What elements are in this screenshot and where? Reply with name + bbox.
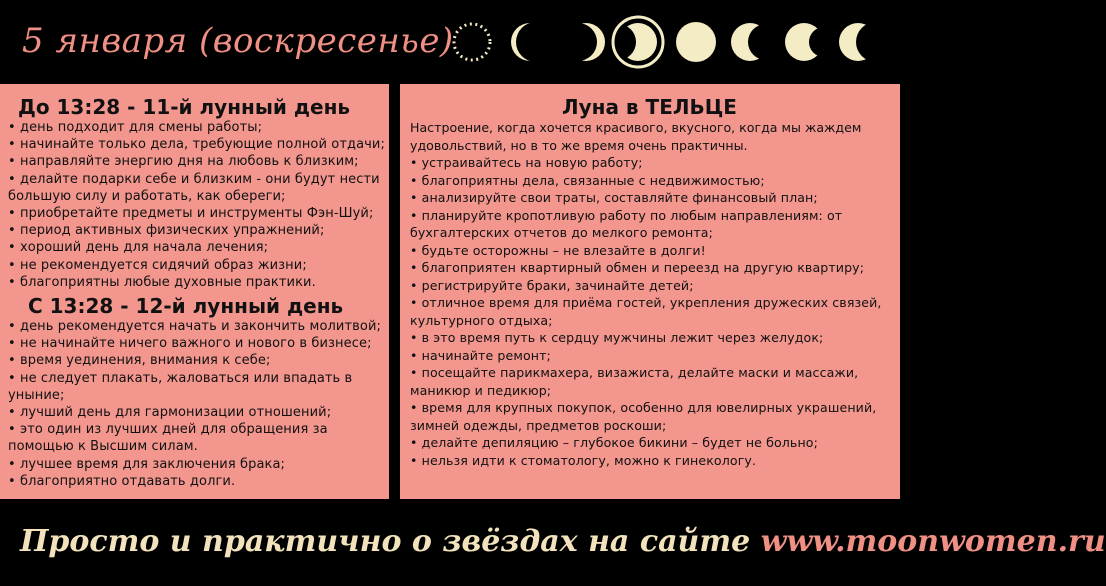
list-item: • не рекомендуется сидячий образ жизни; <box>8 257 307 273</box>
list-item: • хороший день для начала лечения; <box>8 240 269 256</box>
footer-banner <box>20 514 1106 570</box>
list-item: • благоприятно отдавать долги. <box>8 473 236 489</box>
list-item: • благоприятен квартирный обмен и переезд на другую квартиру; <box>410 260 865 275</box>
lunar-day-12-list <box>8 318 389 490</box>
list-item: • анализируйте свои траты, составляйте финансовый план; <box>410 190 818 205</box>
footer-site-link[interactable]: www.moonwomen.ru <box>760 524 1106 559</box>
waning-gibbous-icon <box>731 23 769 61</box>
list-item: • это один из лучших дней для обращения за помощью к Высшим силам. <box>8 422 328 455</box>
shadow-shape <box>809 27 839 57</box>
list-item: • лучший день для гармонизации отношений; <box>8 405 332 421</box>
waxing-crescent-icon <box>567 23 605 61</box>
list-item: • делайте подарки себе и близким - они будут нести большую силу и работать, как обереги; <box>8 171 380 204</box>
list-item: • посещайте парикмахера, визажиста, делайте маски и массажи, маникюр и педикюр; <box>410 365 859 398</box>
list-item: • лучшее время для заключения брака; <box>8 456 286 472</box>
list-item: • нельзя идти к стоматологу, можно к гинекологу. <box>410 452 757 468</box>
waxing-gibbous-icon <box>619 23 657 61</box>
lunar-day-12-heading: С 13:28 - 12-й лунный день <box>28 294 344 319</box>
list-item: • начинайте ремонт; <box>410 347 551 363</box>
moon-sign-heading: Луна в ТЕЛЬЦЕ <box>562 95 737 119</box>
list-item: • не следует плакать, жаловаться или впадать в уныние; <box>8 370 353 403</box>
list-item: • время для крупных покупок, особенно для ювелирных украшений, зимней одежды, предметов роскоши; <box>410 400 877 433</box>
list-item: • день рекомендуется начать и закончить молитвой; <box>8 319 381 335</box>
moon-sign-intro: Настроение, когда хочется красивого, вкусного, когда мы жаждем удовольствий, но в то же время очень практичны. <box>410 120 862 153</box>
moon-phases <box>450 14 890 70</box>
list-item: • период активных физических упражнений; <box>8 223 325 239</box>
new-moon-icon <box>454 24 490 60</box>
list-item: • в это время путь к сердцу мужчины лежит через желудок; <box>410 330 824 345</box>
footer-slogan: Просто и практично о звёздах на сайте <box>20 524 751 559</box>
full-moon-icon <box>676 22 716 62</box>
list-item: • начинайте только дела, требующие полной отдачи; <box>8 137 385 153</box>
moon-sign-panel <box>400 84 900 499</box>
date-title: 5 января (воскресенье) <box>22 21 454 61</box>
list-item: • день подходит для смены работы; <box>8 120 263 135</box>
list-item: • благоприятны любые духовные практики. <box>8 274 316 290</box>
list-item: • регистрируйте браки, зачинайте детей; <box>410 277 694 293</box>
lunar-day-panel <box>0 84 389 499</box>
waxing-crescent-icon <box>511 23 549 61</box>
list-item: • направляйте энергию дня на любовь к близким; <box>8 154 359 170</box>
list-item: • делайте депиляцию – глубокое бикини – будет не больно; <box>410 435 818 450</box>
waning-crescent-icon <box>839 23 877 61</box>
list-item: • планируйте кропотливую работу по любым направлениям: от бухгалтерских отчетов до мелкого ремонта; <box>410 207 843 240</box>
list-item: • время уединения, внимания к себе; <box>8 353 271 369</box>
list-item: • не начинайте ничего важного и нового в бизнесе; <box>8 336 372 352</box>
list-item: • благоприятны дела, связанные с недвижимостью; <box>410 172 765 188</box>
list-item: • будьте осторожны – не влезайте в долги! <box>410 242 706 258</box>
list-item: • приобретайте предметы и инструменты Фэн-Шуй; <box>8 206 374 222</box>
lunar-day-11-heading: До 13:28 - 11-й лунный день <box>18 95 351 119</box>
lunar-day-11-list <box>8 119 389 291</box>
list-item: • устраивайтесь на новую работу; <box>410 155 643 170</box>
moon-sign-list <box>410 154 900 469</box>
list-item: • отличное время для приёма гостей, укрепления дружеских связей, культурного отдыха; <box>410 295 882 328</box>
